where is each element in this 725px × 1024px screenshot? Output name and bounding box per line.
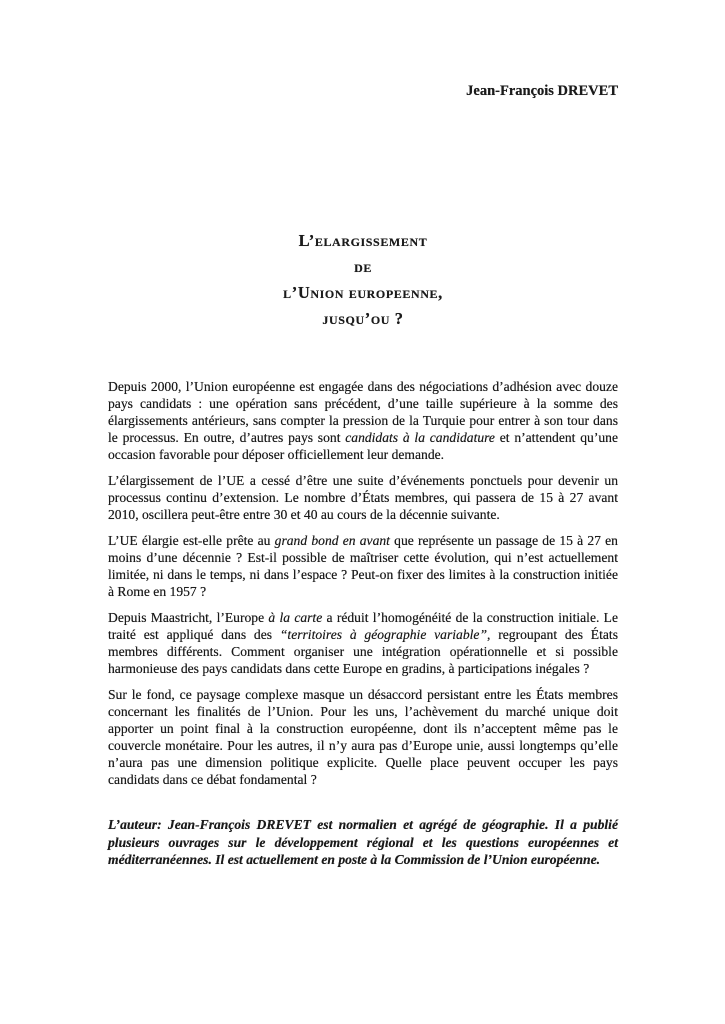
title-line: l’Union europeenne, (283, 283, 443, 302)
body-paragraph (108, 472, 618, 523)
body-paragraph (108, 686, 618, 788)
text-segment: Depuis 2000, l’Union européenne est engagée dans des négociations d’adhésion avec douze pays candidats : une opération sans précédent, d’une taille supérieure à la somme des élargissements antérieurs, sans compter la pression de la Turquie pour entrer à son tour dans le processus. En outre, d’autres pays sont (108, 379, 618, 445)
text-segment: Depuis Maastricht, l’Europe (108, 610, 269, 625)
text-segment: , regroupant des États membres différents. Comment organiser une intégration opérationnelle et si possible harmonieuse des pays candidats dans cette Europe en gradins, à participations inégales ? (108, 627, 618, 676)
text-segment: L’élargissement de l’UE a cessé d’être une suite d’événements ponctuels pour devenir un processus continu d’extension. Le nombre d’États membres, qui passera de 15 à 27 avant 2010, oscillera peut-être entre 30 et 40 au cours de la décennie suivante. (108, 473, 618, 522)
text-segment: a réduit l’homogénéité de la construction initiale. Le traité est appliqué dans des (108, 610, 618, 642)
author-name: Jean-François DREVET (466, 83, 618, 99)
text-segment: que représente un passage de 15 à 27 en moins d’une décennie ? Est-il possible de maîtriser cette évolution, qui n’est actuellement limitée, ni dans le temps, ni dans l’espace ? Peut-on fixer des limites à la construction initiée à Rome en 1957 ? (108, 533, 618, 599)
body-paragraph (108, 378, 618, 463)
body-paragraph (108, 609, 618, 677)
emphasized-text: grand bond en avant (274, 533, 390, 548)
text-segment: et n’attendent qu’une occasion favorable pour déposer officiellement leur demande. (108, 430, 618, 462)
title-line: de (354, 257, 372, 276)
title-line: L’elargissement (298, 231, 428, 250)
text-segment: L’auteur: Jean-François DREVET est normalien et agrégé de géographie. Il a publié plusieurs ouvrages sur le développement régional et les questions européennes et méditerranéennes. Il est actuellement en poste à la Commission de l’Union européenne. (108, 817, 618, 867)
text-segment: L’UE élargie est-elle prête au (108, 533, 275, 548)
emphasized-text: candidats à la candidature (345, 430, 495, 445)
article-body (108, 378, 618, 788)
emphasized-text: à la carte (268, 610, 323, 625)
document-title (108, 228, 618, 332)
body-paragraph (108, 532, 618, 600)
text-segment: Sur le fond, ce paysage complexe masque un désaccord persistant entre les États membres concernant les finalités de l’Union. Pour les uns, l’achèvement du marché unique doit apporter un point final à la construction européenne, dont ils n’acceptent même pas le couvercle monétaire. Pour les autres, il n’y aura pas d’Europe unie, aussi longtemps qu’elle n’aura pas une dimension politique explicite. Quelle place peuvent occuper les pays candidats dans ce débat fondamental ? (108, 687, 618, 787)
title-line: jusqu’ou ? (322, 309, 404, 328)
emphasized-text: “territoires à géographie variable” (279, 627, 488, 642)
author-bio (108, 816, 618, 869)
page-content (108, 0, 618, 869)
